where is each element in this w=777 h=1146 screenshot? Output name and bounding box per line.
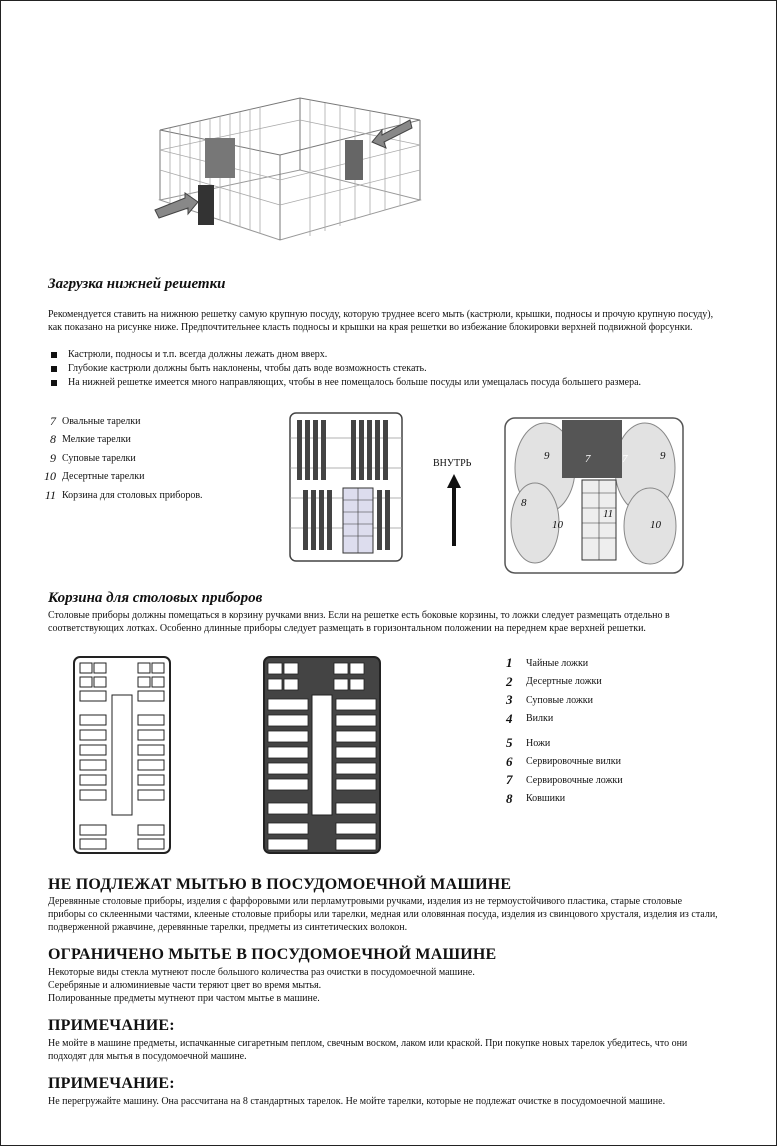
cutlery-legend bbox=[506, 654, 623, 808]
figure-label: 9 bbox=[544, 450, 550, 462]
figure-label: 7 bbox=[585, 453, 591, 465]
note1-text: Не мойте в машине предметы, испачканные сигаретным пеплом, свечным воском, лаком или краской. При покупке новых тарелок убедитесь, что они подходят для мытья в посудомоечной машине. bbox=[48, 1038, 688, 1062]
cutlery-basket-left bbox=[72, 655, 172, 855]
legend-item: 6 Сервировочные вилки bbox=[506, 753, 622, 769]
legend-item: 8 Мелкие тарелки bbox=[50, 432, 131, 447]
note1-title: ПРИМЕЧАНИЕ: bbox=[48, 1017, 175, 1034]
arrow-up-icon bbox=[446, 474, 462, 546]
limited-line: Полированные предметы мутнеют при частом мытье в машине. bbox=[48, 993, 320, 1004]
lower-rack-legend bbox=[36, 412, 203, 505]
legend-item: 9 Суповые тарелки bbox=[50, 450, 136, 465]
figure-label: 8 bbox=[521, 497, 527, 509]
bullet-item: Кастрюли, подносы и т.п. всегда должны лежать дном вверх. bbox=[48, 348, 748, 362]
direction-label: ВНУТРЬ bbox=[433, 458, 472, 469]
cutlery-text: Столовые приборы должны помещаться в корзину ручками вниз. Если на решетке есть боковые корзины, то ложки следует размещать отдельно в соответствующих лотках. Особенно длинные приборы следует размещать в горизонтальном положении на переднем крае верхней решетки. bbox=[48, 610, 670, 634]
rack-top-view bbox=[285, 408, 410, 568]
legend-item: 4 Вилки bbox=[506, 710, 554, 726]
figure-label: 11 bbox=[603, 508, 614, 520]
limited-line: Некоторые виды стекла мутнеют после большого количества раз очистки в посудомоечной машине. bbox=[48, 967, 475, 978]
not-washable-text: Деревянные столовые приборы, изделия с фарфоровыми или перламутровыми ручками, изделия из не термоустойчивого пластика, старые столовые приборы со склеенными частями, клееные столовые приборы или тарелки, медная или оловянная посуда, изделия из свинцового хрусталя, изделия из стали, подверженной ржавчине, деревянные тарелки, предметы из синтетических волокон. bbox=[48, 896, 718, 933]
lower-rack-bullets bbox=[48, 348, 748, 390]
legend-item: 1 Чайные ложки bbox=[506, 655, 589, 671]
rack-perspective-view bbox=[500, 408, 690, 580]
note2-text: Не перегружайте машину. Она рассчитана на 8 стандартных тарелок. Не мойте тарелки, которые не подлежат очистке в посудомоечной машине. bbox=[48, 1096, 666, 1107]
figure-label: 7 bbox=[622, 453, 628, 465]
legend-item: 11 Корзина для столовых приборов. bbox=[44, 487, 203, 502]
legend-item: 7 Овальные тарелки bbox=[50, 413, 141, 428]
limited-line: Серебряные и алюминиевые части теряют цвет во время мытья. bbox=[48, 980, 322, 991]
legend-item: 8 Ковшики bbox=[506, 790, 566, 806]
not-washable-title: НЕ ПОДЛЕЖАТ МЫТЬЮ В ПОСУДОМОЕЧНОЙ МАШИНЕ bbox=[48, 876, 512, 893]
figure-label: 10 bbox=[650, 519, 661, 531]
legend-item: 2 Десертные ложки bbox=[506, 673, 602, 689]
note2-title: ПРИМЕЧАНИЕ: bbox=[48, 1075, 175, 1092]
legend-item: 3 Суповые ложки bbox=[506, 692, 594, 708]
lower-rack-intro: Рекомендуется ставить на нижнюю решетку самую крупную посуду, которую труднее всего мыть (кастрюли, крышки, подносы и прочую крупную посуду), как показано на рисунке ниже. Предпочтительнее класть подносы и крышки на края решетки во избежание блокировки верхней подвижной форсунки. bbox=[48, 309, 714, 333]
bullet-item: Глубокие кастрюли должны быть наклонены, чтобы дать воде возможность стекать. bbox=[48, 362, 748, 376]
lower-rack-illustration bbox=[150, 90, 430, 260]
cutlery-basket-right bbox=[262, 655, 382, 855]
figure-label: 9 bbox=[660, 450, 666, 462]
legend-item: 7 Сервировочные ложки bbox=[506, 772, 623, 788]
bullet-item: На нижней решетке имеется много направляющих, чтобы в нее помещалось больше посуды или умещалась посуда большего размера. bbox=[48, 376, 748, 390]
lower-rack-title: Загрузка нижней решетки bbox=[48, 276, 226, 292]
limited-title: ОГРАНИЧЕНО МЫТЬЕ В ПОСУДОМОЕЧНОЙ МАШИНЕ bbox=[48, 946, 497, 963]
figure-label: 10 bbox=[552, 519, 563, 531]
legend-item: 10 Десертные тарелки bbox=[44, 469, 145, 484]
legend-item: 5 Ножи bbox=[506, 735, 551, 751]
cutlery-title: Корзина для столовых приборов bbox=[48, 590, 263, 606]
